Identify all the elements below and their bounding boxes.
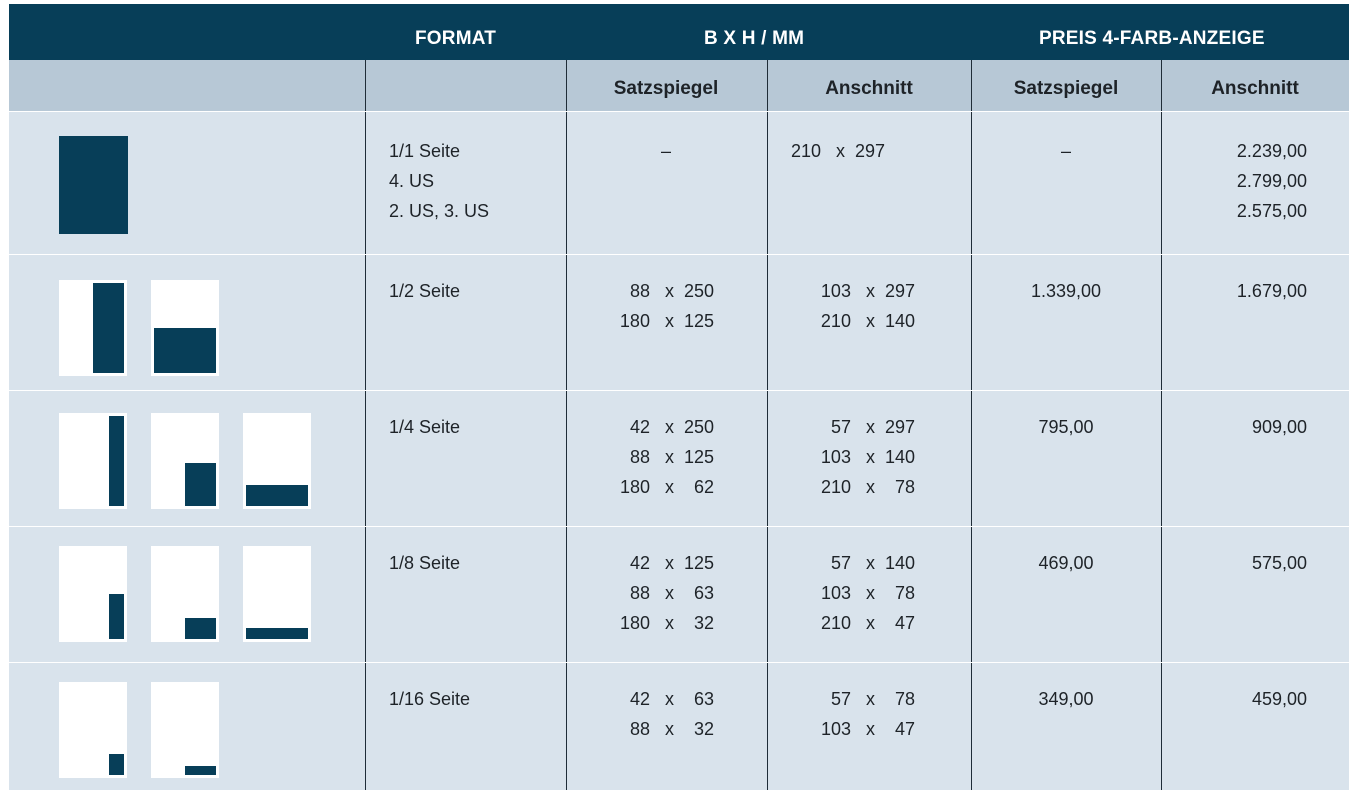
- format-cell: [389, 412, 460, 442]
- column-divider: [365, 60, 366, 790]
- anschnitt-cell: [767, 548, 915, 638]
- price-value: 2.239,00: [1236, 141, 1307, 161]
- table-header: [9, 4, 1349, 60]
- header-price: PREIS 4-FARB-ANZEIGE: [1039, 28, 1265, 49]
- ad-area: [154, 328, 216, 373]
- ad-format-sixteenth-horizontal-icon: [151, 682, 219, 778]
- ad-area: [93, 283, 124, 373]
- row-divider: [9, 390, 1349, 391]
- format-line: 1/8 Seite: [389, 553, 461, 573]
- ad-area: [246, 628, 308, 639]
- subheader-anschnitt-price: Anschnitt: [1211, 78, 1299, 99]
- price-anschnitt-cell: [1161, 684, 1307, 714]
- price-value: 349,00: [1038, 689, 1094, 709]
- price-anschnitt-cell: [1161, 412, 1307, 442]
- satzspiegel-value: 180 x 125: [619, 311, 714, 331]
- ad-area: [185, 766, 216, 775]
- price-anschnitt-cell: [1161, 276, 1307, 306]
- format-line: 1/1 Seite: [389, 141, 461, 161]
- format-line: 2. US, 3. US: [389, 201, 490, 221]
- price-value: 1.679,00: [1236, 281, 1307, 301]
- ad-area: [185, 463, 216, 506]
- row-divider: [9, 254, 1349, 255]
- format-line: 1/16 Seite: [389, 689, 471, 709]
- ad-format-full-page-icon: [59, 136, 128, 234]
- ad-format-half-vertical-icon: [59, 280, 127, 376]
- price-satzspiegel-cell: [971, 276, 1161, 306]
- anschnitt-cell: [767, 412, 915, 502]
- price-value: –: [1060, 141, 1071, 161]
- table-subheader: [9, 60, 1349, 111]
- price-value: 2.799,00: [1236, 171, 1307, 191]
- ad-format-eighth-block-icon: [151, 546, 219, 642]
- satzspiegel-value: 88 x 125: [629, 447, 714, 467]
- price-satzspiegel-cell: [971, 548, 1161, 578]
- anschnitt-value: 103 x 297: [820, 281, 915, 301]
- ad-area: [109, 594, 124, 639]
- satzspiegel-value: 42 x 250: [629, 417, 714, 437]
- format-cell: [389, 136, 489, 226]
- anschnitt-value: 57 x 140: [830, 553, 915, 573]
- anschnitt-value: 103 x 78: [820, 583, 915, 603]
- price-value: 1.339,00: [1030, 281, 1102, 301]
- satzspiegel-value: 180 x 32: [619, 613, 714, 633]
- row-divider: [9, 662, 1349, 663]
- satzspiegel-value: 88 x 63: [629, 583, 714, 603]
- satzspiegel-value: 42 x 63: [629, 689, 714, 709]
- ad-format-eighth-vertical-icon: [59, 546, 127, 642]
- price-anschnitt-cell: [1161, 548, 1307, 578]
- ad-area: [109, 416, 124, 506]
- satzspiegel-value: 88 x 32: [629, 719, 714, 739]
- anschnitt-cell: [791, 136, 885, 166]
- row-divider: [9, 526, 1349, 527]
- header-format: FORMAT: [415, 28, 497, 49]
- ad-area: [185, 618, 216, 639]
- ad-format-quarter-block-icon: [151, 413, 219, 509]
- satzspiegel-cell: [566, 276, 714, 336]
- anschnitt-cell: [767, 684, 915, 744]
- price-value: 2.575,00: [1236, 201, 1307, 221]
- anschnitt-value: 210 x 297: [791, 141, 886, 161]
- satzspiegel-value: 42 x 125: [629, 553, 714, 573]
- price-anschnitt-cell: [1161, 136, 1307, 226]
- anschnitt-cell: [767, 276, 915, 336]
- price-value: 469,00: [1038, 553, 1094, 573]
- subheader-satzspiegel-mm: Satzspiegel: [613, 78, 719, 99]
- ad-format-quarter-vertical-icon: [59, 413, 127, 509]
- price-satzspiegel-cell: [971, 412, 1161, 442]
- price-value: 795,00: [1038, 417, 1094, 437]
- satzspiegel-cell: [566, 136, 766, 166]
- header-dimensions: B X H / MM: [704, 28, 805, 49]
- format-cell: [389, 684, 470, 714]
- ad-format-sixteenth-vertical-icon: [59, 682, 127, 778]
- format-line: 1/2 Seite: [389, 281, 461, 301]
- satzspiegel-cell: [566, 412, 714, 502]
- format-line: 4. US: [389, 171, 435, 191]
- price-value: 459,00: [1251, 689, 1307, 709]
- format-cell: [389, 548, 460, 578]
- price-value: 909,00: [1251, 417, 1307, 437]
- anschnitt-value: 103 x 140: [820, 447, 915, 467]
- format-cell: [389, 276, 460, 306]
- price-satzspiegel-cell: [971, 136, 1161, 166]
- satzspiegel-cell: [566, 684, 714, 744]
- subheader-satzspiegel-price: Satzspiegel: [1013, 78, 1119, 99]
- anschnitt-value: 57 x 78: [830, 689, 915, 709]
- ad-area: [246, 485, 308, 506]
- satzspiegel-value: 180 x 62: [619, 477, 714, 497]
- satzspiegel-cell: [566, 548, 714, 638]
- format-line: 1/4 Seite: [389, 417, 461, 437]
- anschnitt-value: 210 x 47: [820, 613, 915, 633]
- ad-format-eighth-horizontal-icon: [243, 546, 311, 642]
- satzspiegel-value: 88 x 250: [629, 281, 714, 301]
- anschnitt-value: 210 x 78: [820, 477, 915, 497]
- ad-format-quarter-horizontal-icon: [243, 413, 311, 509]
- price-satzspiegel-cell: [971, 684, 1161, 714]
- ad-price-table: [9, 4, 1349, 790]
- row-divider: [9, 111, 1349, 112]
- satzspiegel-value: –: [660, 141, 671, 161]
- price-value: 575,00: [1251, 553, 1307, 573]
- anschnitt-value: 210 x 140: [820, 311, 915, 331]
- anschnitt-value: 103 x 47: [820, 719, 915, 739]
- anschnitt-value: 57 x 297: [830, 417, 915, 437]
- ad-area: [109, 754, 124, 775]
- ad-format-half-horizontal-icon: [151, 280, 219, 376]
- subheader-anschnitt-mm: Anschnitt: [825, 78, 913, 99]
